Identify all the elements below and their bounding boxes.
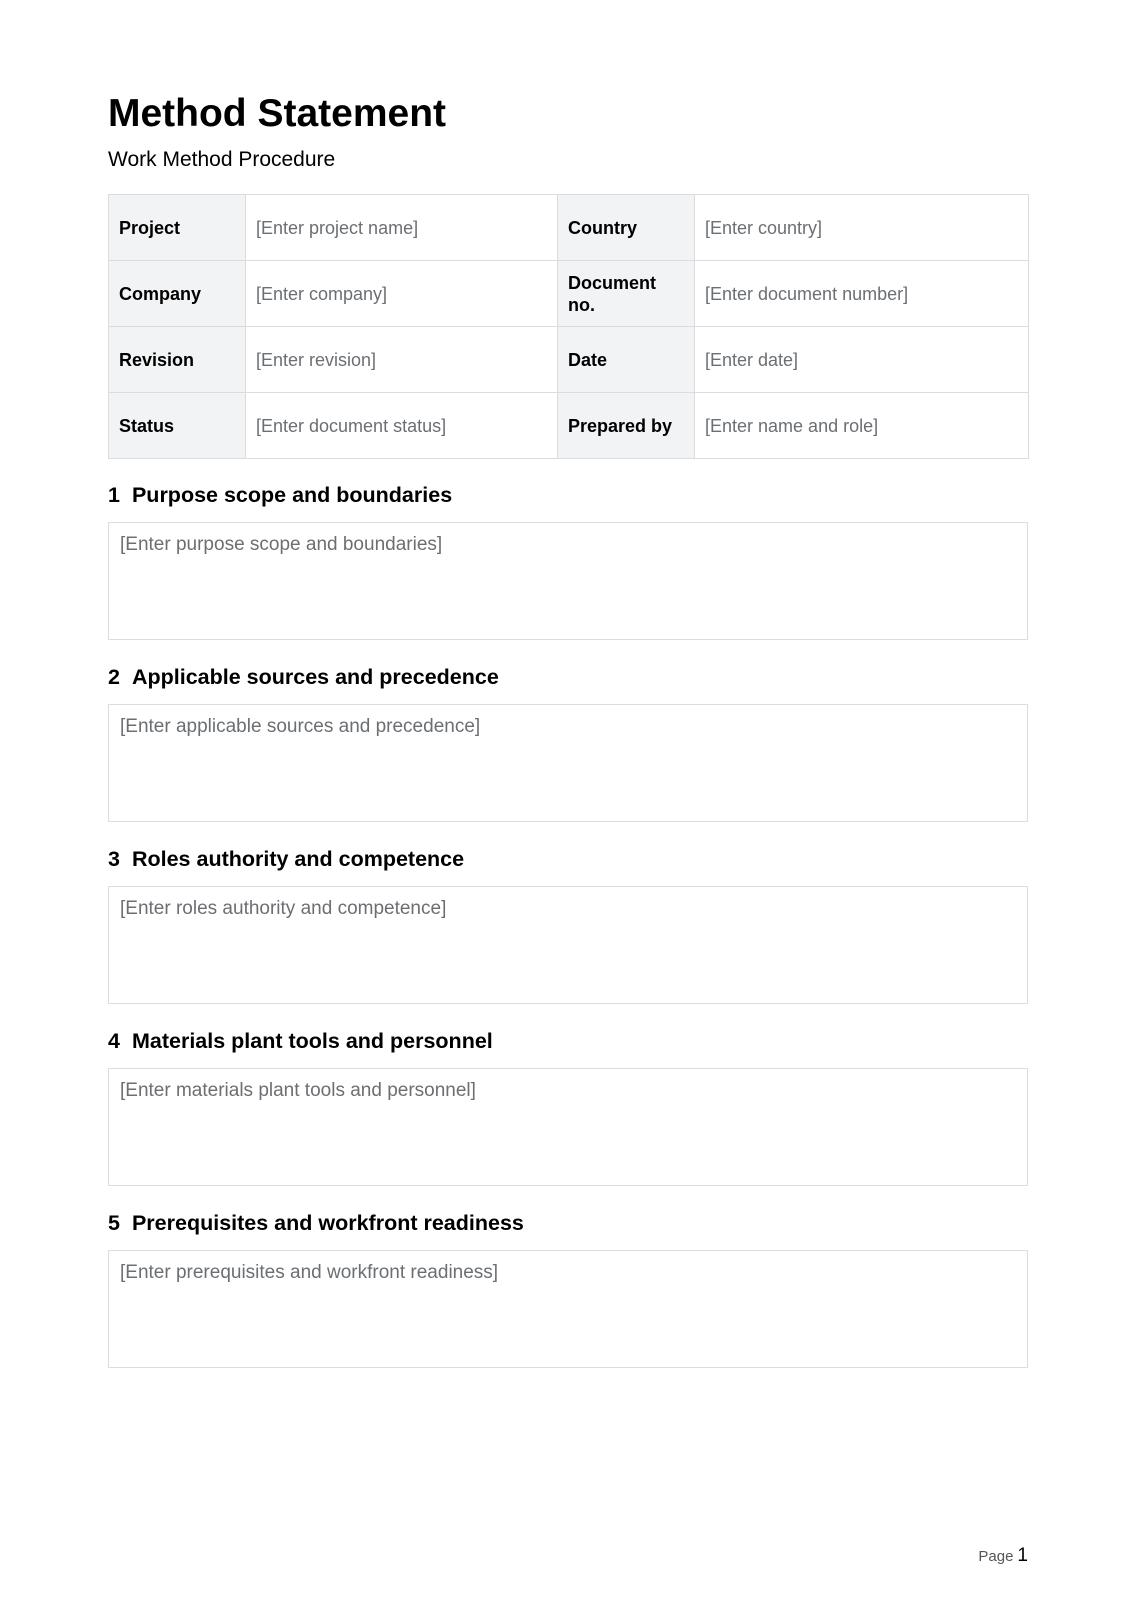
- section-title: Materials plant tools and personnel: [131, 1029, 493, 1053]
- section-heading: [108, 1210, 1028, 1236]
- page-number: 1: [1017, 1545, 1028, 1566]
- date-field[interactable]: [Enter date]: [695, 327, 1029, 393]
- section-title: Roles authority and competence: [131, 847, 465, 871]
- company-field[interactable]: [Enter company]: [246, 261, 558, 327]
- section-number: 4: [108, 1029, 120, 1053]
- company-label: Company: [109, 261, 246, 327]
- section-heading: [108, 846, 1028, 872]
- section-applicable-sources: [108, 664, 1028, 822]
- section-number: 2: [108, 665, 120, 689]
- section-number: 1: [108, 483, 120, 507]
- purpose-scope-field[interactable]: [Enter purpose scope and boundaries]: [108, 522, 1028, 640]
- date-label: Date: [558, 327, 695, 393]
- section-number: 5: [108, 1211, 120, 1235]
- revision-field[interactable]: [Enter revision]: [246, 327, 558, 393]
- country-field[interactable]: [Enter country]: [695, 195, 1029, 261]
- prerequisites-field[interactable]: [Enter prerequisites and workfront readiness]: [108, 1250, 1028, 1368]
- section-title: Applicable sources and precedence: [131, 665, 499, 689]
- info-row-status: [109, 393, 1029, 459]
- prepared-by-field[interactable]: [Enter name and role]: [695, 393, 1029, 459]
- section-heading: [108, 482, 1028, 508]
- section-purpose-scope: [108, 482, 1028, 640]
- info-row-revision: [109, 327, 1029, 393]
- project-field[interactable]: [Enter project name]: [246, 195, 558, 261]
- info-row-company: [109, 261, 1029, 327]
- section-number: 3: [108, 847, 120, 871]
- status-field[interactable]: [Enter document status]: [246, 393, 558, 459]
- document-info-table: [108, 194, 1029, 459]
- section-prerequisites: [108, 1210, 1028, 1368]
- prepared-by-label: Prepared by: [558, 393, 695, 459]
- section-title: Purpose scope and boundaries: [131, 483, 453, 507]
- document-subtitle: Work Method Procedure: [108, 148, 336, 171]
- document-number-field[interactable]: [Enter document number]: [695, 261, 1029, 327]
- section-heading: [108, 664, 1028, 690]
- roles-authority-field[interactable]: [Enter roles authority and competence]: [108, 886, 1028, 1004]
- section-heading: [108, 1028, 1028, 1054]
- section-title: Prerequisites and workfront readiness: [131, 1211, 524, 1235]
- project-label: Project: [109, 195, 246, 261]
- document-number-label: Document no.: [558, 261, 695, 327]
- country-label: Country: [558, 195, 695, 261]
- page-label: Page: [978, 1548, 1014, 1565]
- document-title: Method Statement: [108, 92, 447, 135]
- info-row-project: [109, 195, 1029, 261]
- applicable-sources-field[interactable]: [Enter applicable sources and precedence]: [108, 704, 1028, 822]
- page-footer: [978, 1545, 1028, 1567]
- section-materials-plant: [108, 1028, 1028, 1186]
- revision-label: Revision: [109, 327, 246, 393]
- status-label: Status: [109, 393, 246, 459]
- section-roles-authority: [108, 846, 1028, 1004]
- materials-plant-field[interactable]: [Enter materials plant tools and personnel]: [108, 1068, 1028, 1186]
